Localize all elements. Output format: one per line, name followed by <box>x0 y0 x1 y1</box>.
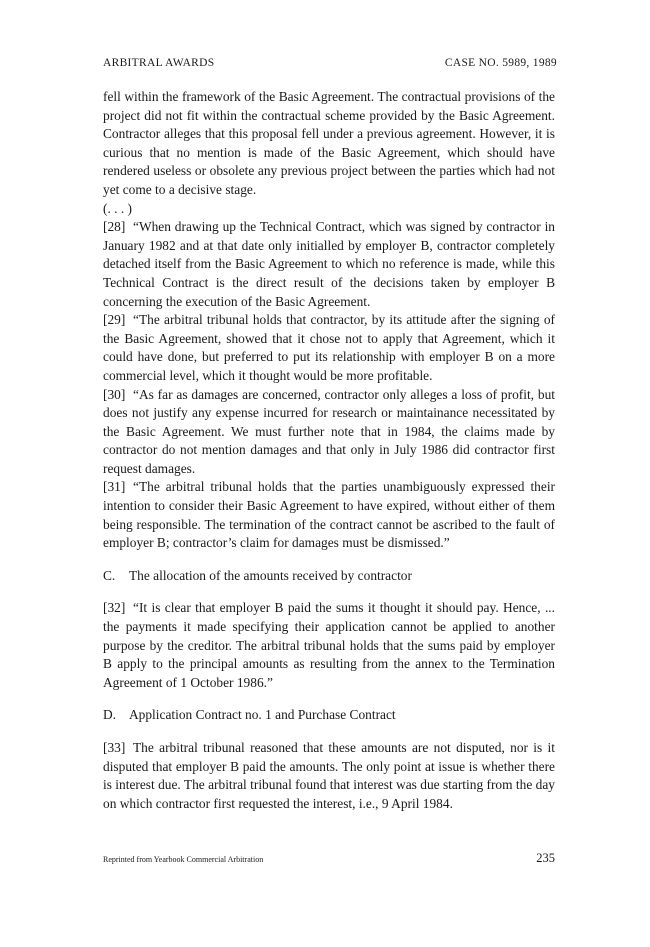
page-number: 235 <box>536 851 555 865</box>
section-letter: C. <box>103 567 116 583</box>
paragraph-number: [28] <box>103 219 126 235</box>
section-letter: D. <box>103 707 117 723</box>
paragraph-text: “As far as damages are concerned, contractor only alleges a loss of profit, but does not justify any expense incurred for research or maintainance necessitated by the Basic Agreement. We must further note that in 1984, the claims made by contractor do not mention damages and that only in July 1986 did contractor first request damages. <box>103 386 555 476</box>
paragraph-29 <box>103 311 555 385</box>
paragraph-31 <box>103 478 555 552</box>
paragraph-text: “The arbitral tribunal holds that contractor, by its attitude after the signing of the Basic Agreement, showed that it chose not to apply that Agreement, which it could have done, but preferred to put its relationship with employer B on a more commercial level, which it thought would be more profitable. <box>103 312 555 383</box>
header-title: ARBITRAL AWARDS <box>103 57 215 69</box>
section-title: Application Contract no. 1 and Purchase Contract <box>129 707 396 723</box>
section-heading-d <box>103 706 555 725</box>
reprint-credit: Reprinted from Yearbook Commercial Arbitration <box>103 855 264 864</box>
paragraph-30 <box>103 386 555 479</box>
paragraph-number: [33] <box>103 740 126 755</box>
paragraph-number: [32] <box>103 600 126 616</box>
header-case-number: CASE NO. 5989, 1989 <box>444 57 557 69</box>
paragraph-continued: fell within the framework of the Basic Agreement. The contractual provisions of the project did not fit within the contractual scheme provided by the Basic Agreement. Contractor alleges that this proposal fell under a previous agreement. However, it is curious that no mention is made of the Basic Agreement, which should have rendered useless or obsolete any previous project between the parties which had not yet come to a decisive stage. <box>103 89 555 197</box>
paragraph-number: [31] <box>103 479 126 495</box>
paragraph-text: “When drawing up the Technical Contract, which was signed by contractor in January 1982 and at that date only initialled by employer B, contractor completely detached itself from the Basic Agreement to which no reference is made, while this Technical Contract is the direct result of the decisions taken by employer B concerning the execution of the Basic Agreement. <box>103 219 555 309</box>
page-footer <box>103 851 555 866</box>
paragraph-text: “The arbitral tribunal holds that the parties unambiguously expressed their intention to consider their Basic Agreement to have expired, without either of them being responsible. The termination of the contract cannot be ascribed to the fault of employer B; contractor’s claim for damages must be dismissed.” <box>103 479 555 551</box>
paragraph-32 <box>103 599 555 692</box>
running-header <box>103 57 557 69</box>
paragraph-text: The arbitral tribunal reasoned that these amounts are not disputed, nor is it disputed that employer B paid the amounts. The only point at issue is whether there is interest due. The arbitral tribunal found that interest was due starting from the day on which contractor first requested the interest, i.e., 9 April 1984. <box>103 740 555 811</box>
paragraph-33 <box>103 739 555 813</box>
paragraph-28 <box>103 218 555 311</box>
section-title: The allocation of the amounts received by contractor <box>129 567 412 583</box>
paragraph-number: [29] <box>103 312 126 328</box>
page-body <box>103 88 555 813</box>
paragraph-text: “It is clear that employer B paid the sums it thought it should pay. Hence, ... the payments it made specifying their application cannot be applied to another purpose by the creditor. The arbitral tribunal holds that the sums paid by employer B apply to the principal amounts as resulting from the annex to the Termination Agreement of 1 October 1986.” <box>103 600 555 690</box>
paragraph-number: [30] <box>103 386 126 402</box>
ellipsis: (. . . ) <box>103 200 133 216</box>
section-heading-c <box>103 567 555 586</box>
